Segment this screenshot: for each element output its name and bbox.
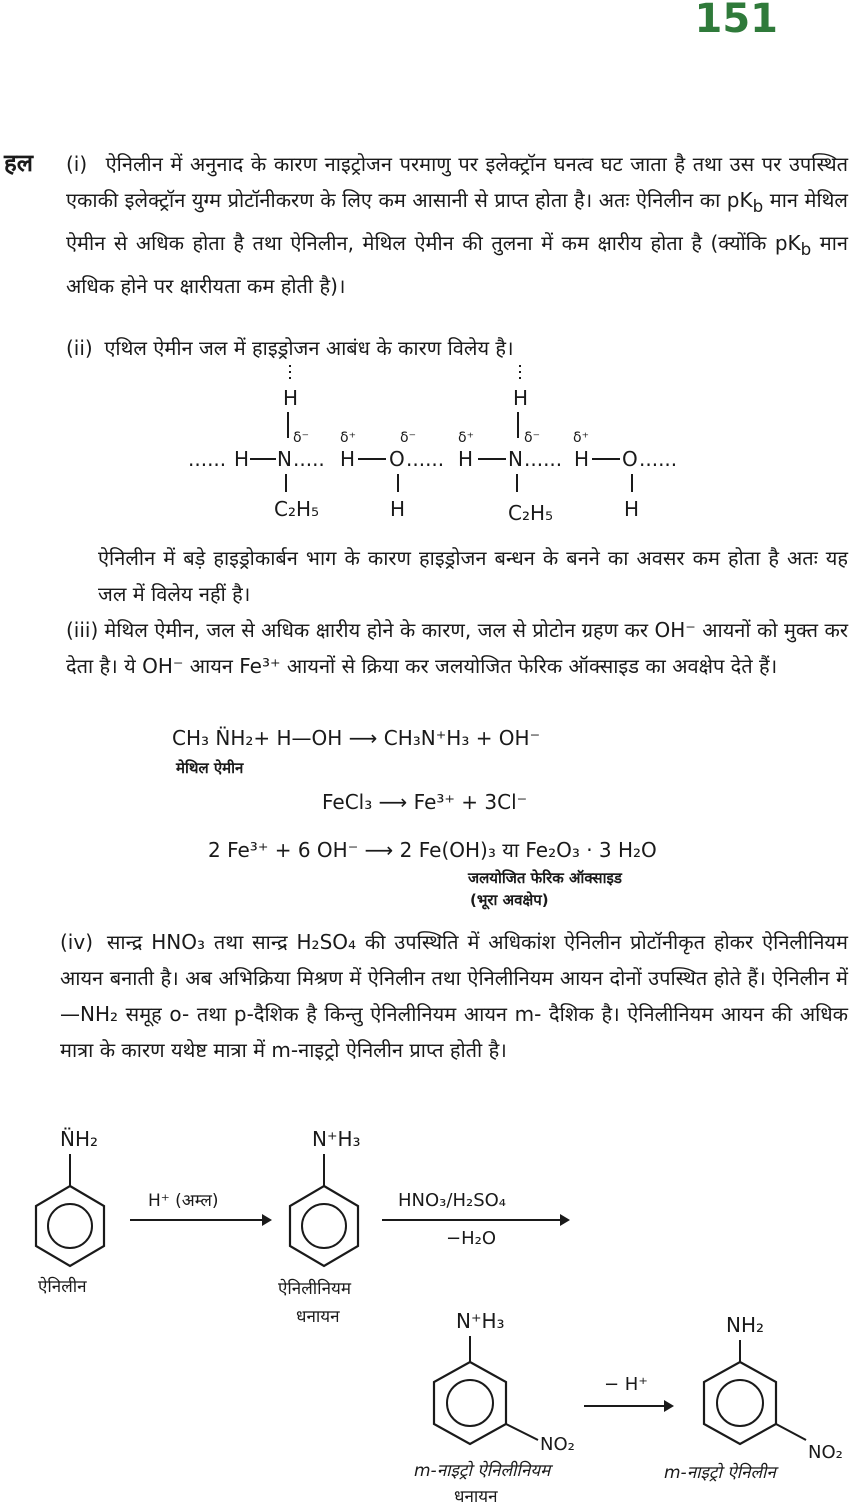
h-bottom-1: H: [390, 497, 406, 521]
part-iii: [66, 612, 848, 684]
solution-heading: हल: [4, 149, 34, 177]
page-number: 151: [694, 0, 778, 42]
dots-2: .....: [293, 447, 325, 471]
arrow-2-head: [560, 1214, 570, 1226]
delta-minus-2: δ⁻: [400, 430, 416, 446]
eq2-left: FeCl₃: [322, 790, 373, 814]
part-i-text-b: मान मेथिल ऐमीन से अधिक होता है तथा ऐनिलीन, मेथिल ऐमीन की तुलना में कम क्षारीय होता है (क्योंकि pK: [66, 188, 848, 255]
nitroaniline-ring: [704, 1362, 776, 1444]
anilinium-ring: [290, 1186, 358, 1266]
eq3-label1: जलयोजित फेरिक ऑक्साइड: [468, 869, 622, 887]
part-iii-text: मेथिल ऐमीन, जल से अधिक क्षारीय होने के कारण, जल से प्रोटोन ग्रहण कर OH⁻ आयनों को मुक्त कर देता है। ये OH⁻ आयन Fe³⁺ आयनों से क्रिया कर जलयोजित फेरिक ऑक्साइड का अवक्षेप देते हैं।: [66, 618, 848, 678]
h-1: H: [234, 447, 250, 471]
nitroaniline-nh2: NH₂: [726, 1313, 765, 1337]
dots-4: ......: [524, 447, 563, 471]
c2h5-2: C₂H₅: [508, 501, 554, 525]
part-iii-label: (iii): [66, 618, 99, 642]
dots-3: ......: [406, 447, 445, 471]
part-i: [66, 146, 848, 304]
arrow-1-head: [262, 1214, 272, 1226]
nitroanilinium-label1: m-नाइट्रो ऐनिलीनियम: [414, 1461, 551, 1481]
h-3: H: [458, 447, 474, 471]
c2h5-1: C₂H₅: [274, 497, 320, 521]
dots-1: ......: [188, 447, 227, 471]
n-2: N: [508, 447, 523, 471]
anilinium-label2: धनायन: [296, 1307, 340, 1327]
eq1-arrow: ⟶: [348, 726, 378, 750]
delta-minus-1: δ⁻: [293, 430, 309, 446]
step2-top: HNO₃/H₂SO₄: [398, 1190, 507, 1211]
o-2: O: [622, 447, 638, 471]
part-i-sub2: b: [800, 240, 812, 259]
aniline-ring: [36, 1186, 104, 1266]
part-ii-text: एथिल ऐमीन जल में हाइड्रोजन आबंध के कारण विलेय है।: [104, 336, 514, 360]
part-i-text: ऐनिलीन में अनुनाद के कारण नाइट्रोजन परमाणु पर इलेक्ट्रॉन घनत्व घट जाता है तथा उस पर उपस्थित एकाकी इलेक्ट्रॉन युग्म प्रोटॉनीकरण के लिए कम आसानी से प्राप्त होता है। अतः ऐनिलीन का pK: [66, 152, 848, 212]
anilinium-label1: ऐनिलीनियम: [278, 1279, 352, 1299]
h-2: H: [340, 447, 356, 471]
delta-plus-2: δ⁺: [458, 430, 474, 446]
nitroanilinium-no2: NO₂: [540, 1434, 575, 1455]
reaction-scheme: [0, 1110, 856, 1505]
aniline-nh2: N̈H₂: [60, 1127, 99, 1151]
step2-bottom: −H₂O: [446, 1228, 497, 1249]
eq1-right: CH₃N⁺H₃ + OH⁻: [383, 726, 541, 750]
part-i-label: (i): [66, 152, 88, 176]
eq3-left: 2 Fe³⁺ + 6 OH⁻: [208, 838, 359, 862]
nitroanilinium-nh3: N⁺H₃: [456, 1309, 505, 1333]
part-i-text-c: मान अधिक होने पर क्षारीयता कम होती है)।: [66, 231, 848, 298]
anilinium-nh3: N⁺H₃: [312, 1127, 361, 1151]
part-iv-label: (iv): [60, 930, 93, 954]
part-iv-text: सान्द्र HNO₃ तथा सान्द्र H₂SO₄ की उपस्थिति में अधिकांश ऐनिलीन प्रोटॉनीकृत होकर ऐनिलीनियम आयन बनाती है। अब अभिक्रिया मिश्रण में ऐनिलीन तथा ऐनिलीनियम आयन दोनों उपस्थित होते हैं। ऐनिलीन में —NH₂ समूह o- तथा p-दैशिक है किन्तु ऐनिलीनियम आयन m- दैशिक है। ऐनिलीनियम आयन की अधिक मात्रा के कारण यथेष्ट मात्रा में m-नाइट्रो ऐनिलीन प्राप्त होती है।: [60, 930, 848, 1062]
eq2-arrow: ⟶: [378, 790, 408, 814]
eq3-arrow: ⟶: [364, 838, 394, 862]
nitroanilinium-ring: [434, 1362, 506, 1444]
equation-3: [208, 836, 657, 863]
arrow-3-head: [664, 1400, 674, 1412]
eq2-right: Fe³⁺ + 3Cl⁻: [413, 790, 528, 814]
part-iv: [60, 924, 848, 1068]
part-ii-continued: ऐनिलीन में बड़े हाइड्रोकार्बन भाग के कारण हाइड्रोजन बन्धन के बनने का अवसर कम होता है अतः यह जल में विलेय नहीं है।: [98, 546, 848, 606]
h-4: H: [574, 447, 590, 471]
eq1-label: मेथिल ऐमीन: [176, 759, 244, 777]
equation-2: [322, 790, 527, 814]
dots-5: ......: [639, 447, 678, 471]
eq3-right: 2 Fe(OH)₃ या Fe₂O₃ · 3 H₂O: [399, 838, 657, 862]
nitroaniline-label: m-नाइट्रो ऐनिलीन: [664, 1463, 776, 1483]
h-top-1: H: [283, 386, 299, 410]
o-1: O: [389, 447, 405, 471]
h-top-2: H: [513, 386, 529, 410]
delta-minus-3: δ⁻: [524, 430, 540, 446]
hydrogen-bond-diagram: [180, 360, 700, 530]
nitroaniline-no2: NO₂: [808, 1442, 843, 1463]
n-1: N: [277, 447, 292, 471]
step3-label: − H⁺: [604, 1374, 648, 1395]
h-bottom-2: H: [624, 497, 640, 521]
delta-plus-3: δ⁺: [573, 430, 589, 446]
eq1-left: CH₃ N̈H₂+ H—OH: [172, 726, 343, 750]
equation-1: [172, 726, 540, 750]
aniline-label: ऐनिलीन: [38, 1277, 87, 1297]
eq3-label2: (भूरा अवक्षेप): [470, 891, 549, 909]
part-i-sub: b: [752, 197, 764, 216]
delta-plus-1: δ⁺: [340, 430, 356, 446]
part-ii-label: (ii): [66, 336, 93, 360]
nitroanilinium-label2: धनायन: [454, 1487, 498, 1505]
step1-label: H⁺ (अम्ल): [148, 1191, 219, 1211]
